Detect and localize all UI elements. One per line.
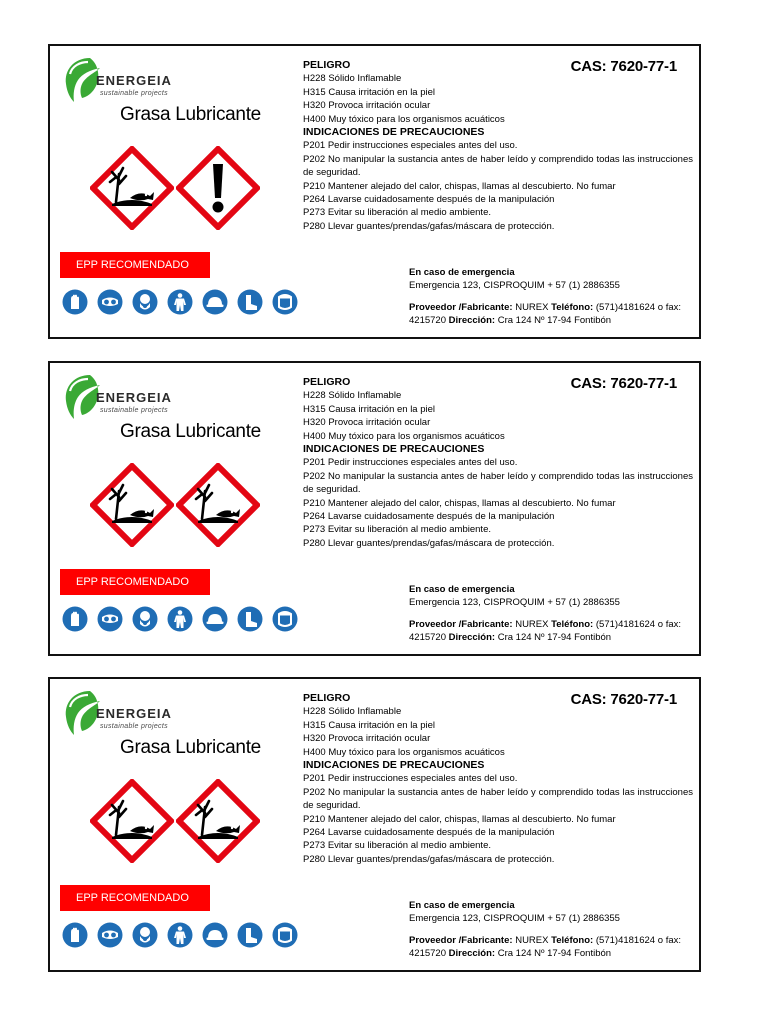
provider-value: NUREX	[515, 619, 549, 630]
environment-hazard-icon	[176, 463, 260, 547]
provider-info	[409, 301, 681, 327]
provider-label: Proveedor /Fabricante:	[409, 619, 513, 630]
hazard-list	[303, 389, 693, 443]
brand-tagline: sustainable projects	[100, 407, 168, 414]
safety-boots-icon	[237, 606, 263, 632]
respirator-mask-icon	[132, 922, 158, 948]
precaution-statement: P210 Mantener alejado del calor, chispas, llamas al descubierto. No fumar	[303, 180, 616, 192]
hazard-list	[303, 72, 693, 126]
emergency-contact	[409, 583, 681, 644]
precaution-statement: P280 Llevar guantes/prendas/gafas/máscara de protección.	[303, 220, 555, 232]
precaution-statement: P273 Evitar su liberación al medio ambiente.	[303, 524, 491, 536]
provider-label: Proveedor /Fabricante:	[409, 302, 513, 313]
precaution-statement: P280 Llevar guantes/prendas/gafas/máscara de protección.	[303, 537, 555, 549]
precautions-title: INDICACIONES DE PRECAUCIONES	[303, 443, 485, 456]
precaution-statement: P210 Mantener alejado del calor, chispas, llamas al descubierto. No fumar	[303, 497, 616, 509]
safety-boots-icon	[237, 289, 263, 315]
epp-banner: EPP RECOMENDADO	[60, 252, 210, 278]
protective-suit-icon	[167, 289, 193, 315]
environment-hazard-icon	[90, 463, 174, 547]
address-label: Dirección:	[448, 315, 496, 326]
hazard-statements	[303, 692, 693, 866]
gloves-icon	[62, 922, 88, 948]
hazard-statements	[303, 59, 693, 233]
address-label: Dirección:	[448, 948, 496, 959]
hazard-statements	[303, 376, 693, 550]
hard-hat-icon	[202, 289, 228, 315]
hazard-statement: H228 Sólido Inflamable	[303, 706, 402, 718]
hazard-statement: H320 Provoca irritación ocular	[303, 100, 431, 112]
gloves-icon	[62, 289, 88, 315]
face-shield-icon	[272, 289, 298, 315]
address-value: Cra 124 Nº 17-94 Fontibón	[497, 948, 612, 959]
safety-goggles-icon	[97, 922, 123, 948]
signal-word: PELIGRO	[303, 59, 351, 71]
face-shield-icon	[272, 606, 298, 632]
environment-hazard-icon	[90, 146, 174, 230]
provider-value: NUREX	[515, 935, 549, 946]
energeia-logo	[60, 687, 220, 739]
epp-banner: EPP RECOMENDADO	[60, 885, 210, 911]
signal-word: PELIGRO	[303, 376, 351, 388]
precaution-list	[303, 772, 693, 866]
precaution-list	[303, 456, 693, 550]
provider-info	[409, 618, 681, 644]
hazard-statement: H315 Causa irritación en la piel	[303, 86, 436, 98]
phone-label: Teléfono:	[551, 302, 594, 313]
address-value: Cra 124 Nº 17-94 Fontibón	[497, 632, 612, 643]
precaution-statement: P201 Pedir instrucciones especiales antes del uso.	[303, 140, 518, 152]
phone-label: Teléfono:	[551, 619, 594, 630]
protective-suit-icon	[167, 922, 193, 948]
hazard-statement: H315 Causa irritación en la piel	[303, 403, 436, 415]
address-label: Dirección:	[448, 632, 496, 643]
brand-tagline: sustainable projects	[100, 90, 168, 97]
address-value: Cra 124 Nº 17-94 Fontibón	[497, 315, 612, 326]
precaution-statement: P202 No manipular la sustancia antes de haber leído y comprendido todas las instrucciones de seguridad.	[303, 786, 693, 812]
phone-label: Teléfono:	[551, 935, 594, 946]
hazard-statement: H228 Sólido Inflamable	[303, 73, 402, 85]
hazard-statement: H320 Provoca irritación ocular	[303, 417, 431, 429]
provider-label: Proveedor /Fabricante:	[409, 935, 513, 946]
precaution-statement: P264 Lavarse cuidadosamente después de la manipulación	[303, 194, 555, 206]
cas-number: CAS: 7620-77-1	[570, 375, 677, 392]
emergency-contact	[409, 266, 681, 327]
hazard-list	[303, 705, 693, 759]
precaution-statement: P201 Pedir instrucciones especiales antes del uso.	[303, 773, 518, 785]
precaution-statement: P201 Pedir instrucciones especiales antes del uso.	[303, 457, 518, 469]
precaution-list	[303, 139, 693, 233]
cas-number: CAS: 7620-77-1	[570, 58, 677, 75]
phone-value: (571)4181624 o fax: 4215720	[409, 619, 682, 643]
respirator-mask-icon	[132, 289, 158, 315]
emergency-title: En caso de emergencia	[409, 900, 515, 911]
hard-hat-icon	[202, 922, 228, 948]
hazard-statement: H315 Causa irritación en la piel	[303, 719, 436, 731]
emergency-text: Emergencia 123, CISPROQUIM + 57 (1) 2886355	[409, 913, 620, 924]
provider-value: NUREX	[515, 302, 549, 313]
precaution-statement: P273 Evitar su liberación al medio ambiente.	[303, 207, 491, 219]
emergency-contact	[409, 899, 681, 960]
brand-tagline: sustainable projects	[100, 723, 168, 730]
precautions-title: INDICACIONES DE PRECAUCIONES	[303, 759, 485, 772]
precaution-statement: P202 No manipular la sustancia antes de haber leído y comprendido todas las instrucciones de seguridad.	[303, 470, 693, 496]
precaution-statement: P264 Lavarse cuidadosamente después de la manipulación	[303, 827, 555, 839]
safety-goggles-icon	[97, 606, 123, 632]
precautions-title: INDICACIONES DE PRECAUCIONES	[303, 126, 485, 139]
hazard-statement: H228 Sólido Inflamable	[303, 390, 402, 402]
product-name: Grasa Lubricante	[120, 104, 261, 125]
emergency-title: En caso de emergencia	[409, 267, 515, 278]
product-name: Grasa Lubricante	[120, 421, 261, 442]
safety-boots-icon	[237, 922, 263, 948]
provider-info	[409, 934, 681, 960]
respirator-mask-icon	[132, 606, 158, 632]
precaution-statement: P202 No manipular la sustancia antes de haber leído y comprendido todas las instrucciones de seguridad.	[303, 153, 693, 179]
emergency-text: Emergencia 123, CISPROQUIM + 57 (1) 2886355	[409, 597, 620, 608]
product-name: Grasa Lubricante	[120, 737, 261, 758]
hazard-label	[48, 44, 701, 339]
brand-name: ENERGEIA	[96, 73, 172, 88]
safety-goggles-icon	[97, 289, 123, 315]
brand-name: ENERGEIA	[96, 706, 172, 721]
environment-hazard-icon	[176, 779, 260, 863]
emergency-text: Emergencia 123, CISPROQUIM + 57 (1) 2886355	[409, 280, 620, 291]
face-shield-icon	[272, 922, 298, 948]
signal-word: PELIGRO	[303, 692, 351, 704]
hazard-statement: H320 Provoca irritación ocular	[303, 733, 431, 745]
gloves-icon	[62, 606, 88, 632]
cas-number: CAS: 7620-77-1	[570, 691, 677, 708]
phone-value: (571)4181624 o fax: 4215720	[409, 302, 682, 326]
phone-value: (571)4181624 o fax: 4215720	[409, 935, 682, 959]
energeia-logo	[60, 54, 220, 106]
precaution-statement: P264 Lavarse cuidadosamente después de la manipulación	[303, 511, 555, 523]
precaution-statement: P273 Evitar su liberación al medio ambiente.	[303, 840, 491, 852]
hazard-statement: H400 Muy tóxico para los organismos acuáticos	[303, 430, 505, 442]
precaution-statement: P280 Llevar guantes/prendas/gafas/máscara de protección.	[303, 853, 555, 865]
hard-hat-icon	[202, 606, 228, 632]
emergency-title: En caso de emergencia	[409, 584, 515, 595]
energeia-logo	[60, 371, 220, 423]
protective-suit-icon	[167, 606, 193, 632]
epp-banner: EPP RECOMENDADO	[60, 569, 210, 595]
hazard-statement: H400 Muy tóxico para los organismos acuáticos	[303, 746, 505, 758]
hazard-label	[48, 361, 701, 656]
environment-hazard-icon	[90, 779, 174, 863]
hazard-label	[48, 677, 701, 972]
hazard-statement: H400 Muy tóxico para los organismos acuáticos	[303, 113, 505, 125]
brand-name: ENERGEIA	[96, 390, 172, 405]
precaution-statement: P210 Mantener alejado del calor, chispas, llamas al descubierto. No fumar	[303, 813, 616, 825]
exclamation-hazard-icon	[176, 146, 260, 230]
